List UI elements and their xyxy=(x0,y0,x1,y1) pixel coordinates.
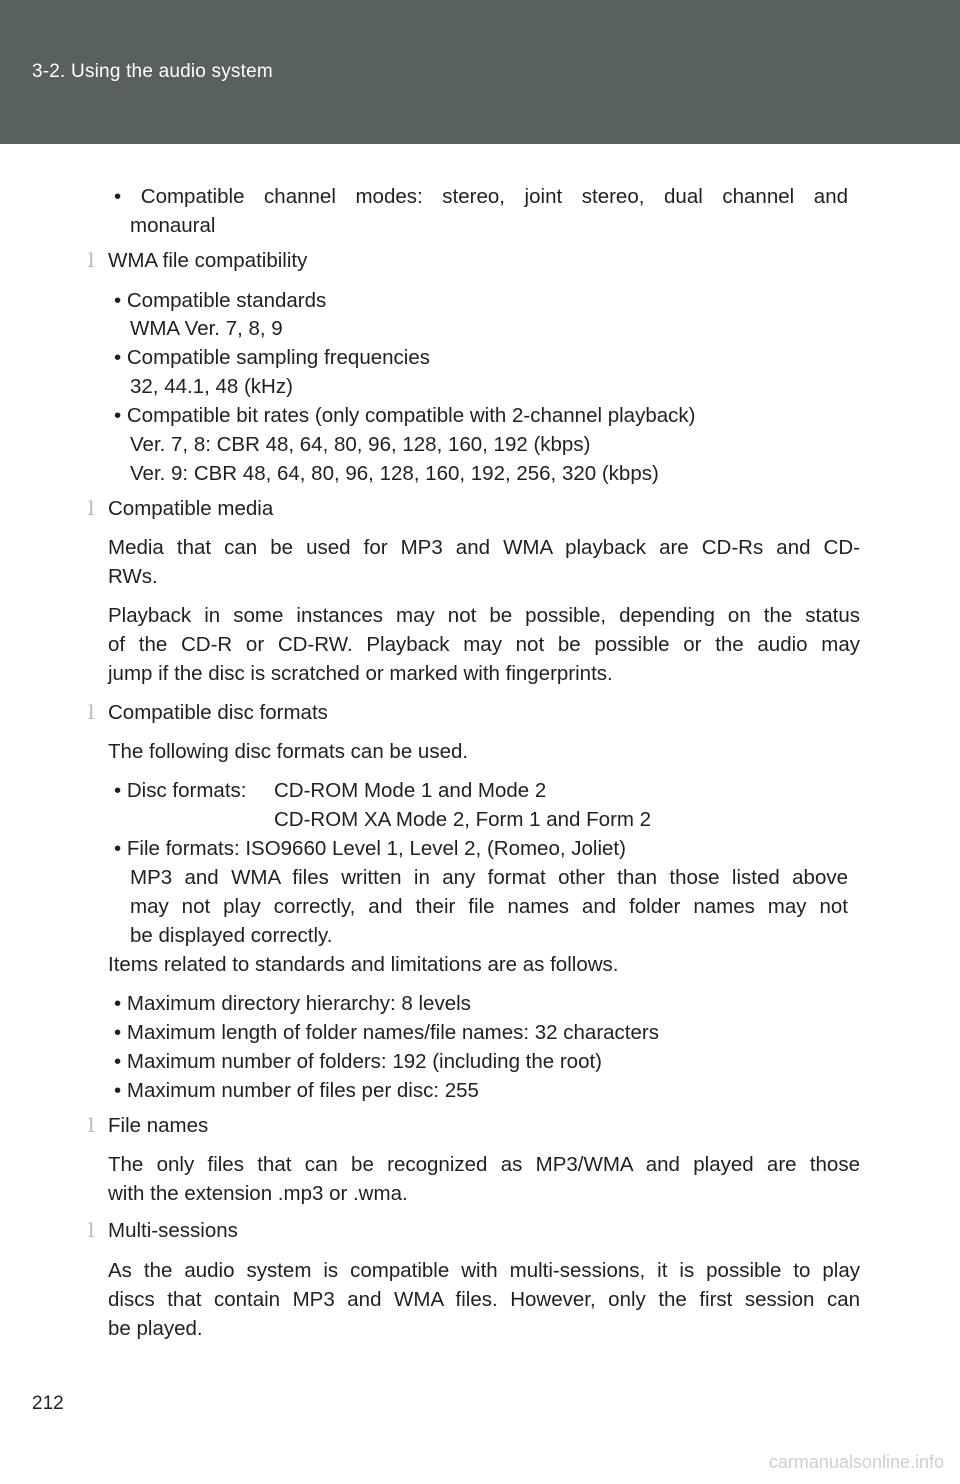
paragraph-line: Media that can be used for MP3 and WMA playback are CD-Rs and CD- xyxy=(108,536,860,559)
list-item: • Maximum number of files per disc: 255 xyxy=(114,1079,479,1102)
list-item: • Compatible standards xyxy=(114,289,327,312)
paragraph-line: As the audio system is compatible with multi-sessions, it is possible to play xyxy=(108,1259,860,1282)
channel-modes-line-2: monaural xyxy=(130,214,216,237)
multi-sessions-heading: Multi-sessions xyxy=(108,1219,238,1242)
list-item: WMA Ver. 7, 8, 9 xyxy=(130,317,283,340)
list-item: • Maximum length of folder names/file names: 32 characters xyxy=(114,1021,659,1044)
bullet-marker: l xyxy=(88,1113,95,1137)
paragraph-line: Playback in some instances may not be possible, depending on the status xyxy=(108,604,860,627)
bullet-marker: l xyxy=(88,1218,95,1242)
list-item-value: CD-ROM XA Mode 2, Form 1 and Form 2 xyxy=(274,808,652,831)
channel-modes-line: • Compatible channel modes: stereo, joint stereo, dual channel and xyxy=(114,185,848,208)
list-item: • Maximum directory hierarchy: 8 levels xyxy=(114,992,471,1015)
paragraph-line: of the CD-R or CD-RW. Playback may not be possible or the audio may xyxy=(108,633,860,656)
disc-formats-heading: Compatible disc formats xyxy=(108,701,328,724)
list-item: • Disc formats: xyxy=(114,779,247,802)
list-item-line: MP3 and WMA files written in any format other than those listed above xyxy=(130,866,848,889)
paragraph-line: discs that contain MP3 and WMA files. However, only the first session can xyxy=(108,1288,860,1311)
paragraph-line: The following disc formats can be used. xyxy=(108,740,469,763)
bullet-marker: l xyxy=(88,700,95,724)
list-item: • Maximum number of folders: 192 (including the root) xyxy=(114,1050,603,1073)
list-item-value: CD-ROM Mode 1 and Mode 2 xyxy=(274,779,547,802)
list-item: • Compatible sampling frequencies xyxy=(114,346,430,369)
watermark: carmanualsonline.info xyxy=(768,1452,944,1472)
paragraph-line: RWs. xyxy=(108,565,158,588)
list-item: • Compatible bit rates (only compatible with 2-channel playback) xyxy=(114,404,696,427)
paragraph-line: be played. xyxy=(108,1317,203,1340)
media-heading: Compatible media xyxy=(108,497,274,520)
list-item-line: may not play correctly, and their file names and folder names may not xyxy=(130,895,848,918)
paragraph-line: with the extension .mp3 or .wma. xyxy=(108,1182,408,1205)
list-item: Ver. 7, 8: CBR 48, 64, 80, 96, 128, 160, 192 (kbps) xyxy=(130,433,591,456)
list-item: 32, 44.1, 48 (kHz) xyxy=(130,375,293,398)
paragraph-line: jump if the disc is scratched or marked with fingerprints. xyxy=(108,662,613,685)
list-item: Ver. 9: CBR 48, 64, 80, 96, 128, 160, 192, 256, 320 (kbps) xyxy=(130,462,659,485)
file-names-heading: File names xyxy=(108,1114,209,1137)
section-header xyxy=(0,0,960,144)
section-title: 3-2. Using the audio system xyxy=(32,61,273,82)
wma-heading: WMA file compatibility xyxy=(108,249,308,272)
page-number: 212 xyxy=(32,1393,64,1414)
paragraph-line: Items related to standards and limitations are as follows. xyxy=(108,953,619,976)
bullet-marker: l xyxy=(88,496,95,520)
paragraph-line: The only files that can be recognized as MP3/WMA and played are those xyxy=(108,1153,860,1176)
list-item-line: be displayed correctly. xyxy=(130,924,333,947)
bullet-marker: l xyxy=(88,248,95,272)
list-item: • File formats: ISO9660 Level 1, Level 2, (Romeo, Joliet) xyxy=(114,837,626,860)
